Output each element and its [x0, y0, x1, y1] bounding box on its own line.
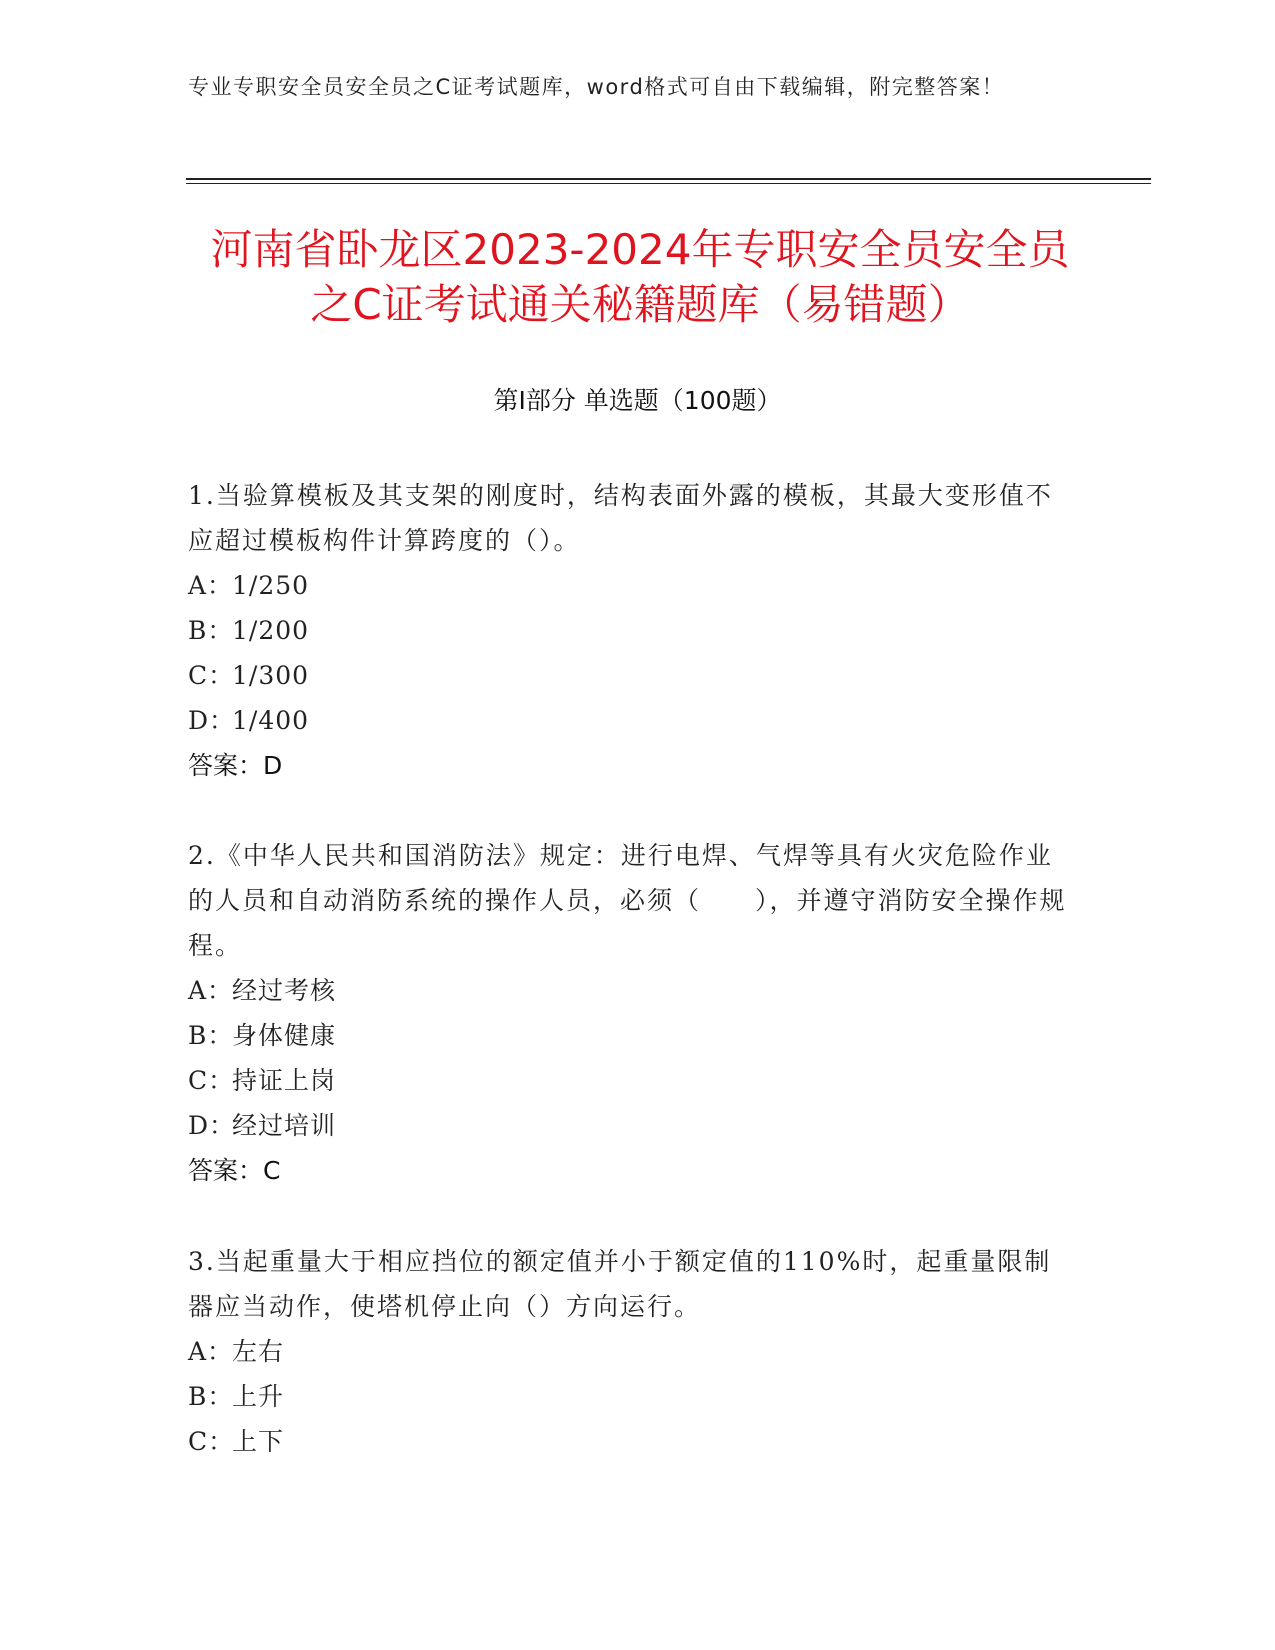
option-b	[188, 608, 1068, 653]
option-a	[188, 563, 1068, 608]
option-text: 1/250	[232, 571, 310, 600]
document-title: 河南省卧龙区2023-2024年专职安全员安全员之C证考试通关秘籍题库（易错题）	[210, 225, 1070, 329]
option-text: 身体健康	[232, 1021, 337, 1050]
option-key: B：	[188, 616, 234, 645]
header-divider-thin	[186, 183, 1151, 184]
option-text: 1/300	[232, 661, 310, 690]
option-text: 上升	[232, 1382, 285, 1411]
header-note: 专业专职安全员安全员之C证考试题库，word格式可自由下载编辑，附完整答案！	[188, 75, 1005, 99]
question-stem: 1.当验算模板及其支架的刚度时，结构表面外露的模板，其最大变形值不应超过模板构件计算跨度的（）。	[188, 481, 1053, 555]
option-key: B：	[188, 1382, 234, 1411]
option-b	[188, 1013, 1068, 1058]
option-text: 上下	[232, 1427, 285, 1456]
option-key: C：	[188, 1427, 235, 1456]
header-divider-thick	[186, 178, 1151, 180]
option-text: 左右	[232, 1337, 285, 1366]
answer-line: 答案：C	[188, 1156, 281, 1185]
question-stem: 3.当起重量大于相应挡位的额定值并小于额定值的110%时，起重量限制器应当动作，使塔机停止向（）方向运行。	[188, 1247, 1052, 1321]
option-key: D：	[188, 1111, 236, 1140]
option-c	[188, 653, 1068, 698]
option-key: A：	[188, 1337, 234, 1366]
question-2	[188, 833, 1068, 1193]
option-key: C：	[188, 661, 235, 690]
option-key: C：	[188, 1066, 235, 1095]
option-c	[188, 1058, 1068, 1103]
option-key: A：	[188, 976, 234, 1005]
option-a	[188, 1329, 1068, 1374]
option-b	[188, 1374, 1068, 1419]
option-key: D：	[188, 706, 236, 735]
option-c	[188, 1419, 1068, 1464]
option-text: 1/400	[232, 706, 310, 735]
option-key: A：	[188, 571, 234, 600]
question-stem: 2.《中华人民共和国消防法》规定：进行电焊、气焊等具有火灾危险作业的人员和自动消防系统的操作人员，必须（ ），并遵守消防安全操作规程。	[188, 841, 1067, 960]
answer-line: 答案：D	[188, 751, 283, 780]
option-key: B：	[188, 1021, 234, 1050]
option-text: 经过考核	[232, 976, 337, 1005]
option-d	[188, 698, 1068, 743]
section-heading: 第I部分 单选题（100题）	[493, 386, 782, 415]
option-text: 1/200	[232, 616, 310, 645]
question-1	[188, 473, 1068, 788]
option-d	[188, 1103, 1068, 1148]
option-a	[188, 968, 1068, 1013]
question-3	[188, 1239, 1068, 1464]
option-text: 持证上岗	[232, 1066, 337, 1095]
option-text: 经过培训	[232, 1111, 337, 1140]
